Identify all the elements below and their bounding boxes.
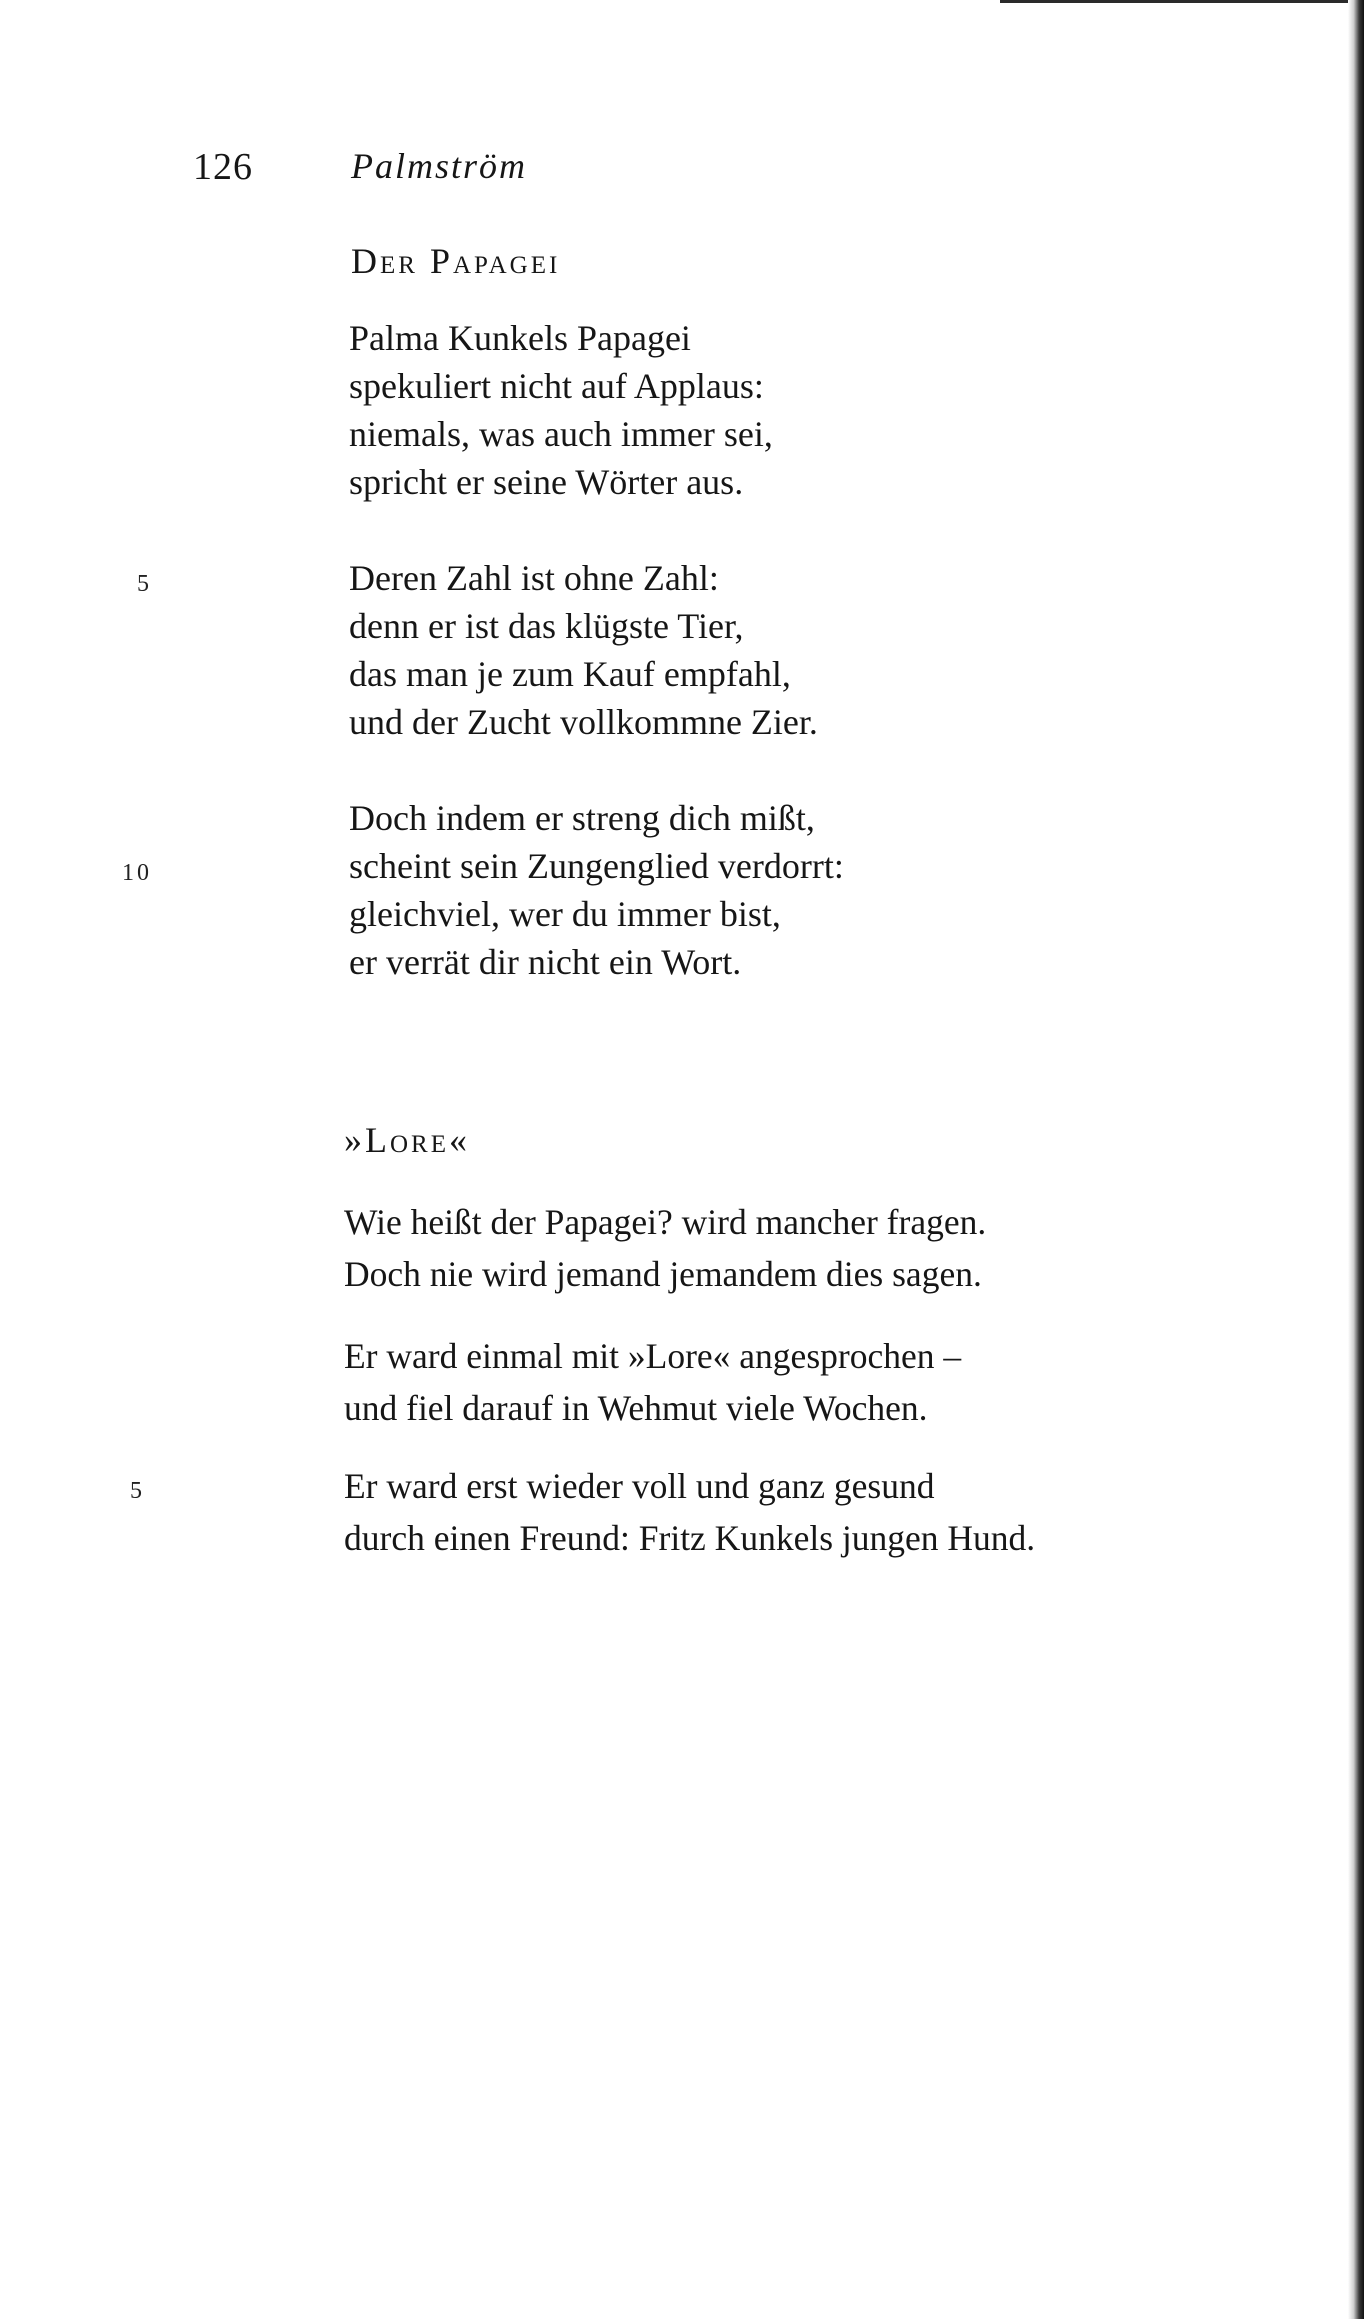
verse-line: Doch indem er streng dich mißt, [349, 798, 815, 838]
page-header [0, 145, 1364, 195]
page-number: 126 [193, 146, 253, 188]
verse-line: Er ward einmal mit »Lore« angesprochen – [344, 1336, 962, 1376]
verse-line: scheint sein Zungenglied verdorrt: [349, 846, 844, 886]
running-title: Palmström [351, 146, 528, 186]
verse-line: Deren Zahl ist ohne Zahl: [349, 558, 719, 598]
page-top-edge [1000, 0, 1364, 3]
verse-line: er verrät dir nicht ein Wort. [349, 942, 742, 982]
verse-line: niemals, was auch immer sei, [349, 414, 773, 454]
poem-title-der-papagei: Der Papagei [351, 241, 561, 281]
verse-line: durch einen Freund: Fritz Kunkels jungen Hund. [344, 1518, 1036, 1558]
verse-line: das man je zum Kauf empfahl, [349, 654, 791, 694]
poem1-stanza-1 [349, 314, 773, 506]
verse-line: denn er ist das klügste Tier, [349, 606, 744, 646]
verse-line: gleichviel, wer du immer bist, [349, 894, 781, 934]
poem2-stanza-3 [344, 1460, 1035, 1564]
verse-line: spekuliert nicht auf Applaus: [349, 366, 764, 406]
poem1-stanza-2 [349, 554, 818, 746]
verse-line: Er ward erst wieder voll und ganz gesund [344, 1466, 935, 1506]
line-number-5: 5 [137, 571, 152, 597]
line-number-5: 5 [130, 1478, 145, 1504]
verse-line: und der Zucht vollkommne Zier. [349, 702, 818, 742]
poem-title-lore: »Lore« [344, 1120, 470, 1160]
verse-line: Doch nie wird jemand jemandem dies sagen. [344, 1254, 982, 1294]
poem2-stanza-1 [344, 1196, 986, 1300]
poem2-stanza-2 [344, 1330, 961, 1434]
verse-line: spricht er seine Wörter aus. [349, 462, 744, 502]
poem1-stanza-3 [349, 794, 844, 986]
verse-line: und fiel darauf in Wehmut viele Wochen. [344, 1388, 928, 1428]
line-number-10: 10 [122, 860, 152, 886]
page-binding-shadow [1348, 0, 1364, 2319]
verse-line: Wie heißt der Papagei? wird mancher fragen. [344, 1202, 987, 1242]
verse-line: Palma Kunkels Papagei [349, 318, 691, 358]
